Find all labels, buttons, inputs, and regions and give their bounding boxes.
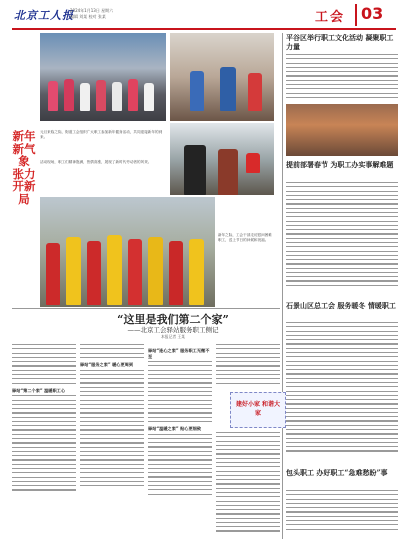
right-article-body-2 (286, 182, 398, 296)
column-divider (282, 33, 283, 539)
publication-info: 编辑 刘某 校对 张某 (70, 14, 106, 19)
right-article-title-3: 石景山区总工会 服务暖冬 情暖职工 (286, 301, 396, 310)
masthead-rule (12, 28, 396, 30)
article-column-1 (12, 344, 76, 540)
column-subhead: 驿站“第二个家” 温暖职工心 (12, 387, 66, 393)
byline: 本报记者 王某 (161, 334, 185, 339)
photo-caption-3: 新年之际，工会干部走访慰问困难职工，送上节日的问候和祝福。 (218, 233, 272, 242)
section-name: 工会 (315, 10, 346, 25)
publication-date: 2024年1月13日 星期六 (70, 8, 114, 13)
photo-visit-workers (170, 123, 274, 195)
article-column-4 (216, 344, 280, 390)
column-subhead: 驿站“服务之家” 暖心更周到 (80, 362, 134, 368)
newspaper-logo: 北京工人报 (14, 9, 74, 22)
sub-headline: ——北京工会驿站服务职工侧记 (127, 326, 219, 334)
right-article-title-2: 提前部署春节 为职工办实事解难题 (286, 160, 394, 169)
highlight-box-text: 建好小家 和谐大家 (235, 401, 281, 417)
photo-outdoor-group (40, 197, 215, 307)
right-article-title-4: 包头职工 办好职工“急难愁盼”事 (286, 468, 388, 477)
photo-indoor-exercise (170, 33, 274, 121)
page-number: 03 (361, 4, 384, 23)
photo-fitness-event (40, 33, 166, 121)
photo-right-visit (286, 104, 398, 156)
column-subhead: 驿站“温暖之家” 贴心更细致 (148, 426, 202, 432)
column-subhead: 驿站“连心之家” 服务职工无微不至 (148, 348, 210, 359)
right-article-body-3 (286, 322, 398, 464)
photo-caption-1: 元旦来临之际，街道工会组织广大职工参加新年健身活动，共同迎接新年的到来。 (40, 130, 163, 139)
right-article-title-1: 平谷区举行职工文化活动 凝聚职工力量 (286, 33, 394, 51)
article-column-3 (148, 344, 212, 540)
section-divider (12, 308, 280, 309)
photo-caption-2: 活动现场，职工们精神饱满，热情高涨，展现了新时代劳动者的风采。 (40, 160, 152, 164)
right-article-body-1 (286, 54, 398, 102)
vertical-headline: 新年新气象 张力开新局 (12, 129, 36, 206)
article-column-2 (80, 344, 144, 540)
right-article-body-4 (286, 490, 398, 540)
main-headline: “这里是我们第二个家” (117, 313, 229, 326)
article-column-4b (216, 432, 280, 540)
